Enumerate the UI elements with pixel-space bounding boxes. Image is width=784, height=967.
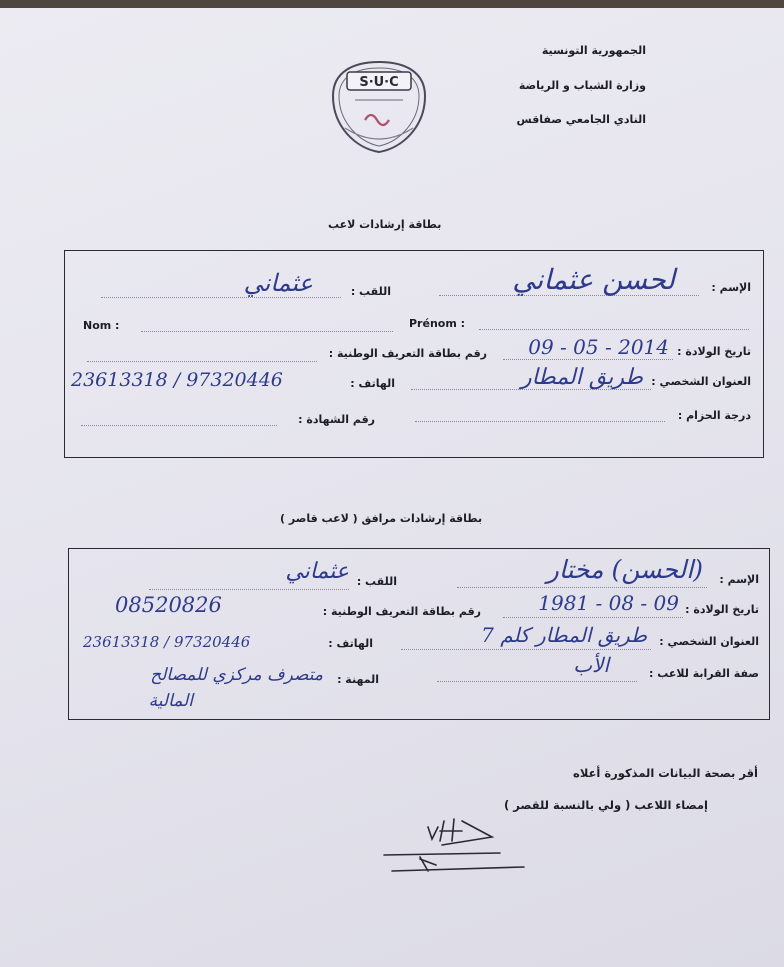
s2-name-label: الإسم : xyxy=(719,573,759,586)
s2-relation-label: صفة القرابة للاعب : xyxy=(649,667,759,680)
s1-surname-value: عثماني xyxy=(243,269,313,297)
s2-surname-label: اللقب : xyxy=(356,575,397,588)
s2-address-value: طريق المطار كلم 7 xyxy=(481,623,647,647)
s1-address-label: العنوان الشخصي : xyxy=(651,375,751,388)
s2-name-value: (الحسن) مختار xyxy=(546,555,703,584)
s2-phone-label: الهاتف : xyxy=(328,637,373,650)
s2-job-label: المهنة : xyxy=(337,673,379,686)
s2-cin-label: رقم بطاقة التعريف الوطنية : xyxy=(322,605,481,618)
s2-cin-value: 08520826 xyxy=(115,593,222,617)
s2-dob-line xyxy=(503,617,683,618)
s1-phone-label: الهاتف : xyxy=(350,377,395,390)
player-info-box xyxy=(64,250,764,458)
s2-relation-value: الأب xyxy=(573,653,609,677)
guardian-info-box xyxy=(68,548,770,720)
s1-nom-label: Nom : xyxy=(83,319,120,332)
s1-belt-line xyxy=(415,421,665,422)
s1-name-label: الإسم : xyxy=(711,281,751,294)
s2-dob-label: تاريخ الولادة : xyxy=(685,603,759,616)
s1-prenom-line xyxy=(479,329,749,330)
signature-label: إمضاء اللاعب ( ولي بالنسبة للقصر ) xyxy=(503,798,708,812)
s1-prenom-label: Prénom : xyxy=(409,317,466,330)
scan-edge xyxy=(0,0,784,8)
s2-relation-line xyxy=(437,681,637,682)
confirm-statement: أقر بصحة البيانات المذكورة أعلاه xyxy=(573,766,758,780)
header-club: النادي الجامعي صفاقس xyxy=(516,113,646,126)
section2-title: بطاقة إرشادات مرافق ( لاعب قاصر ) xyxy=(280,512,483,525)
section1-title: بطاقة إرشادات لاعب xyxy=(328,218,442,231)
club-logo xyxy=(325,58,433,156)
s1-cert-label: رقم الشهادة : xyxy=(298,413,375,426)
header-ministry: وزارة الشباب و الرياضة xyxy=(518,79,646,92)
s2-surname-value: عثماني xyxy=(285,559,349,584)
signature xyxy=(380,815,530,885)
s2-name-line xyxy=(457,587,707,588)
s1-cert-line xyxy=(81,425,277,426)
s2-job-value-line1: متصرف مركزي للمصالح xyxy=(150,665,323,685)
s1-phone-value: 23613318 / 97320446 xyxy=(71,369,283,391)
s1-dob-label: تاريخ الولادة : xyxy=(677,345,751,358)
s1-address-line xyxy=(411,389,651,390)
s2-address-label: العنوان الشخصي : xyxy=(659,635,759,648)
s2-job-value-line2: المالية xyxy=(148,691,193,711)
s2-surname-line xyxy=(149,589,349,590)
header-republic: الجمهورية التونسية xyxy=(541,44,646,57)
s2-address-line xyxy=(401,649,651,650)
s1-dob-value: 09 - 05 - 2014 xyxy=(528,335,669,359)
s1-belt-label: درجة الحزام : xyxy=(677,409,751,422)
s1-dob-line xyxy=(503,359,673,360)
s1-surname-line xyxy=(101,297,341,298)
s1-nom-line xyxy=(141,331,393,332)
s1-surname-label: اللقب : xyxy=(350,285,391,298)
s1-cin-label: رقم بطاقة التعريف الوطنية : xyxy=(328,347,487,360)
s1-address-value: طريق المطار xyxy=(520,365,643,390)
s2-phone-value: 23613318 / 97320446 xyxy=(83,633,251,651)
logo-text: S·U·C xyxy=(359,75,399,90)
s2-dob-value: 1981 - 08 - 09 xyxy=(538,591,679,615)
s1-name-value: لحسن عثماني xyxy=(512,263,675,296)
s1-cin-line xyxy=(87,361,317,362)
